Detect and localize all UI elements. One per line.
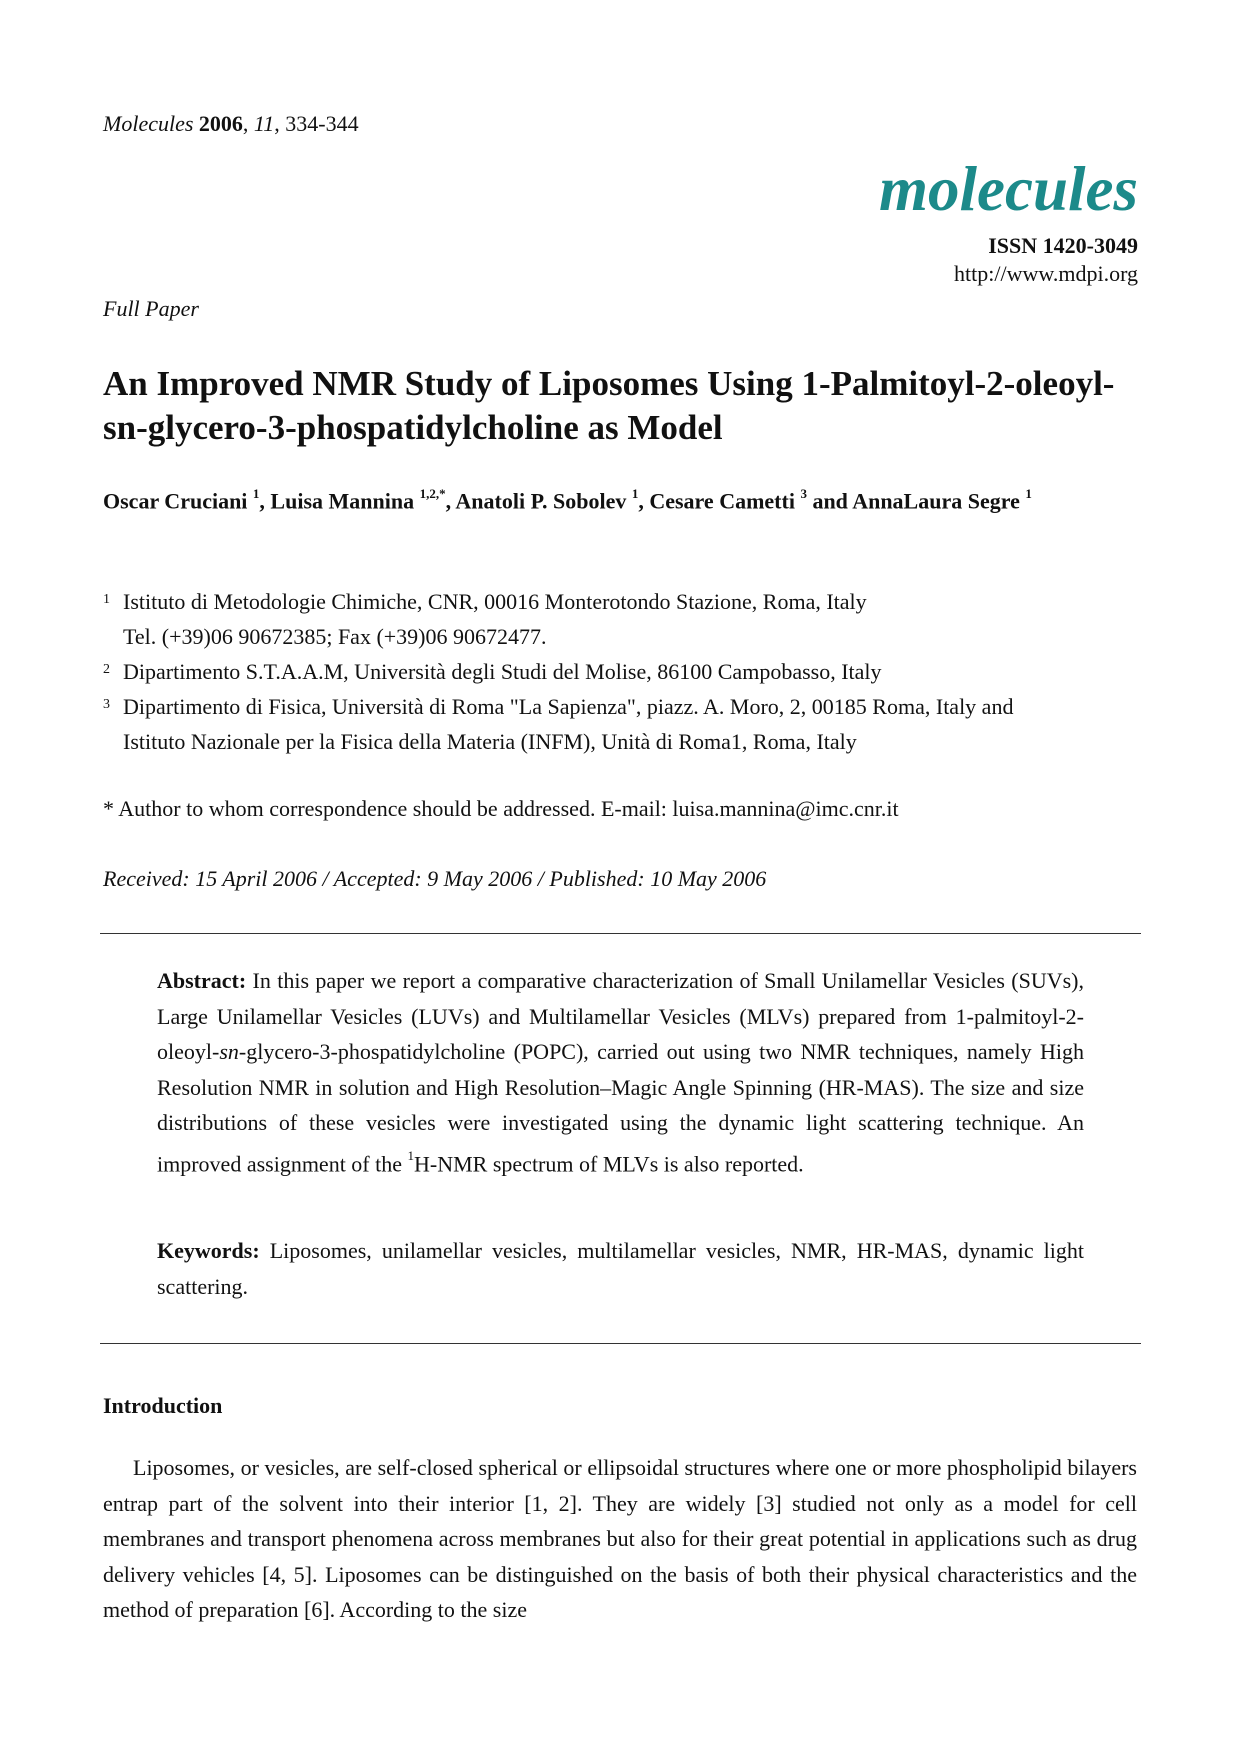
affiliation-text-continued: Istituto Nazionale per la Fisica della Materia (INFM), Unità di Roma1, Roma, Italy <box>123 729 857 754</box>
author-affiliation: 1,2,* <box>419 486 446 501</box>
author-separator: , <box>638 488 650 514</box>
keywords-text: Liposomes, unilamellar vesicles, multilamellar vesicles, NMR, HR-MAS, dynamic light scattering. <box>157 1238 1084 1299</box>
affiliation-number: 3 <box>103 697 110 712</box>
affiliation-3 <box>103 689 1163 759</box>
affiliation-1 <box>103 584 1163 654</box>
keywords <box>157 1233 1084 1304</box>
abstract-italic-sn: sn <box>219 1039 239 1064</box>
author-separator: , <box>445 488 456 514</box>
author-name: Anatoli P. Sobolev <box>455 488 627 514</box>
author-affiliation: 3 <box>800 486 807 501</box>
affiliation-text: Istituto di Metodologie Chimiche, CNR, 00016 Monterotondo Stazione, Roma, Italy <box>123 589 867 614</box>
journal-logo: molecules <box>879 154 1138 224</box>
abstract-label: Abstract: <box>157 968 247 993</box>
author-separator: , <box>259 488 271 514</box>
introduction-paragraph: Liposomes, or vesicles, are self-closed spherical or ellipsoidal structures where one or more phospholipid bilayers entrap part of the solvent into their interior [1, 2]. They are widely [3] studied not only as a model for cell membranes and transport phenomena across membranes but also for their great potential in applications such as drug delivery vehicles [4, 5]. Liposomes can be distinguished on the basis of both their physical characteristics and the method of preparation [6]. According to the size <box>103 1455 1137 1622</box>
section-heading: Introduction <box>103 1393 223 1418</box>
author-separator: and <box>806 488 853 514</box>
affiliation-number: 1 <box>103 592 110 607</box>
author-name: Oscar Cruciani <box>103 488 248 514</box>
author-affiliation: 1 <box>1025 486 1032 501</box>
correspondence-note: * Author to whom correspondence should be addressed. E-mail: luisa.mannina@imc.cnr.it <box>103 796 899 821</box>
abstract-superscript: 1 <box>407 1147 415 1163</box>
abstract-text: -glycero-3-phospatidylcholine (POPC), carried out using two NMR techniques, namely High Resolution NMR in solution and High Resolution–Magic Angle Spinning (HR-MAS). The size and size distributions of these vesicles were investigated using the dynamic light scattering technique. An improved assignment of the <box>157 1039 1084 1176</box>
issn: ISSN 1420-3049 <box>988 233 1138 258</box>
paper-type: Full Paper <box>103 296 199 321</box>
journal-volume: 11 <box>253 111 275 136</box>
keywords-label: Keywords: <box>157 1238 260 1263</box>
author-name: AnnaLaura Segre <box>852 488 1020 514</box>
affiliation-text: Dipartimento S.T.A.A.M, Università degli Studi del Molise, 86100 Campobasso, Italy <box>123 659 882 684</box>
publication-dates: Received: 15 April 2006 / Accepted: 9 May 2006 / Published: 10 May 2006 <box>103 866 767 891</box>
affiliation-contact: Tel. (+39)06 90672385; Fax (+39)06 90672477. <box>123 624 547 649</box>
author-affiliation: 1 <box>631 486 639 501</box>
author-affiliation: 1 <box>252 486 260 501</box>
author-name: Luisa Mannina <box>270 488 415 514</box>
journal-name: Molecules <box>103 111 194 136</box>
divider-top <box>100 933 1141 934</box>
journal-pages: 334-344 <box>285 111 359 136</box>
abstract-text: H-NMR spectrum of MLVs is also reported. <box>414 1150 804 1176</box>
affiliation-2 <box>103 654 1163 689</box>
journal-url[interactable]: http://www.mdpi.org <box>954 261 1138 286</box>
abstract-text: In this paper we report a comparative characterization of Small Unilamellar Vesicles (SUVs), Large Unilamellar Vesicles (LUVs) and Multilamellar Vesicles (MLVs) prepared from 1-palmitoyl-2-oleoyl- <box>157 968 1084 1064</box>
journal-citation: Molecules 2006, 11, 334-344 <box>103 111 359 136</box>
abstract <box>157 963 1084 1181</box>
paper-title: An Improved NMR Study of Liposomes Using 1-Palmitoyl-2-oleoyl-sn-glycero-3-phospatidylcholine as Model <box>103 364 1115 447</box>
affiliation-text: Dipartimento di Fisica, Università di Roma "La Sapienza", piazz. A. Moro, 2, 00185 Roma, Italy and <box>123 694 1014 719</box>
affiliation-number: 2 <box>103 662 110 677</box>
author-list <box>103 478 1153 519</box>
journal-year: 2006 <box>198 111 243 136</box>
divider-bottom <box>100 1343 1141 1344</box>
author-name: Cesare Cametti <box>649 488 795 514</box>
